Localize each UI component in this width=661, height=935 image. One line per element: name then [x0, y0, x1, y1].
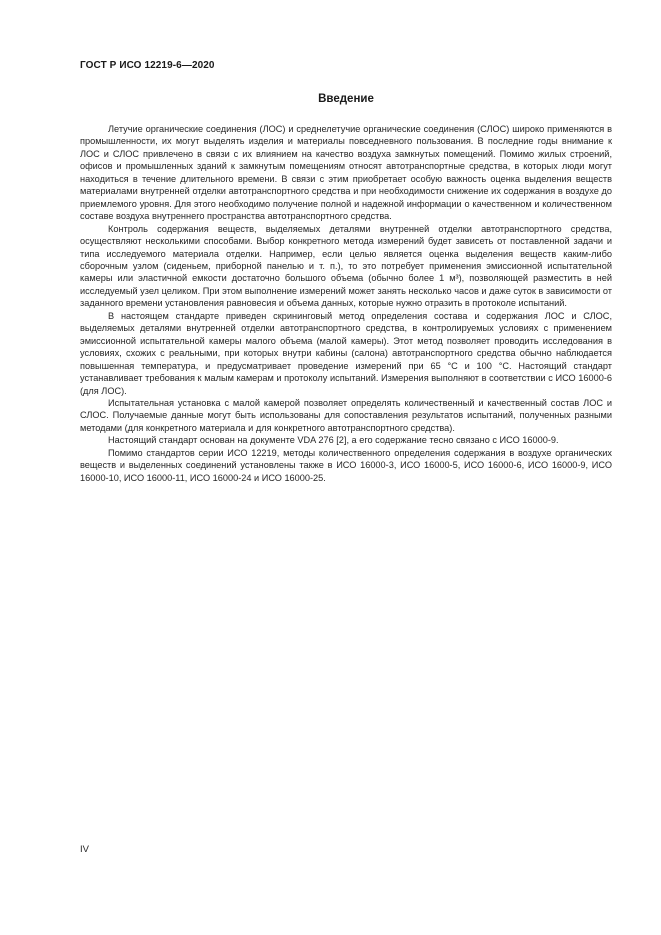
paragraph: Помимо стандартов серии ИСО 12219, методы количественного определения содержания в воздухе органических веществ и выделенных соединений установлены также в ИСО 16000-3, ИСО 16000-5, ИСО 16000-6, ИСО 16000-9, ИСО 16000-10, ИСО 16000-11, ИСО 16000-24 и ИСО 16000-25.	[80, 447, 612, 483]
paragraph: Летучие органические соединения (ЛОС) и среднелетучие органические соединения (СЛОС) широко применяются в промышленности, их могут выделять изделия и материалы повседневного пользования. В последние годы внимание к ЛОС и СЛОС привлечено в связи с их влиянием на качество воздуха замкнутых помещений. Помимо жилых строений, офисов и промышленных зданий к замкнутым помещениям относят автотранспортные средства, в которых люди могут находиться в течение длительного времени. В связи с этим приобретает особую важность оценка выделения веществ материалами внутренней отделки автотранспортного средства и при необходимости снижение их содержания в воздухе до приемлемого уровня. Для этого необходимо получение полной и надежной информации о качественном и количественном составе воздуха внутреннего пространства автотранспортного средства.	[80, 124, 612, 222]
page-number: IV	[80, 844, 89, 855]
paragraph: В настоящем стандарте приведен скрининговый метод определения состава и содержания ЛОС и СЛОС, выделяемых деталями внутренней отделки автотранспортного средства, в контролируемых условиях с применением эмиссионной испытательной камеры малого объема (малой камеры). Этот метод позволяет проводить исследования в условиях, схожих с реальными, при которых внутри кабины (салона) автотранспортного средства обычно наблюдается повышенная температура, и предусматривает проведение измерений при 65 °С и 100 °С. Настоящий стандарт устанавливает требования к малым камерам и протоколу испытаний. Измерения выполняют в соответствии с ИСО 16000-6 (для ЛОС).	[80, 310, 612, 396]
paragraph: Настоящий стандарт основан на документе VDA 276 [2], а его содержание тесно связано с ИСО 16000-9.	[108, 435, 559, 446]
introduction-body	[80, 123, 612, 484]
document-header: ГОСТ Р ИСО 12219-6—2020	[80, 60, 215, 71]
paragraph: Испытательная установка с малой камерой позволяет определять количественный и качественный состав ЛОС и СЛОС. Получаемые данные могут быть использованы для сопоставления результатов испытаний, полученных разными методами (для конкретного материала и для конкретного автотранспортного средства).	[80, 397, 612, 433]
section-title: Введение	[318, 93, 374, 105]
paragraph: Контроль содержания веществ, выделяемых деталями внутренней отделки автотранспортного средства, осуществляют несколькими способами. Выбор конкретного метода измерений будет зависеть от поставленной задачи и типа исследуемого материала отделки. Например, если целью является оценка выделения веществ каким-либо сборочным узлом (сиденьем, приборной панелью и т. п.), то это потребует применения эмиссионной испытательной камеры или эластичной емкости достаточно большого объема (обычно более 1 м³), позволяющей разместить в ней исследуемый узел целиком. При этом выполнение измерений может занять несколько часов и даже суток в зависимости от заданного времени установления равновесия и объема данных, которые нужно отразить в протоколе испытаний.	[80, 223, 612, 309]
